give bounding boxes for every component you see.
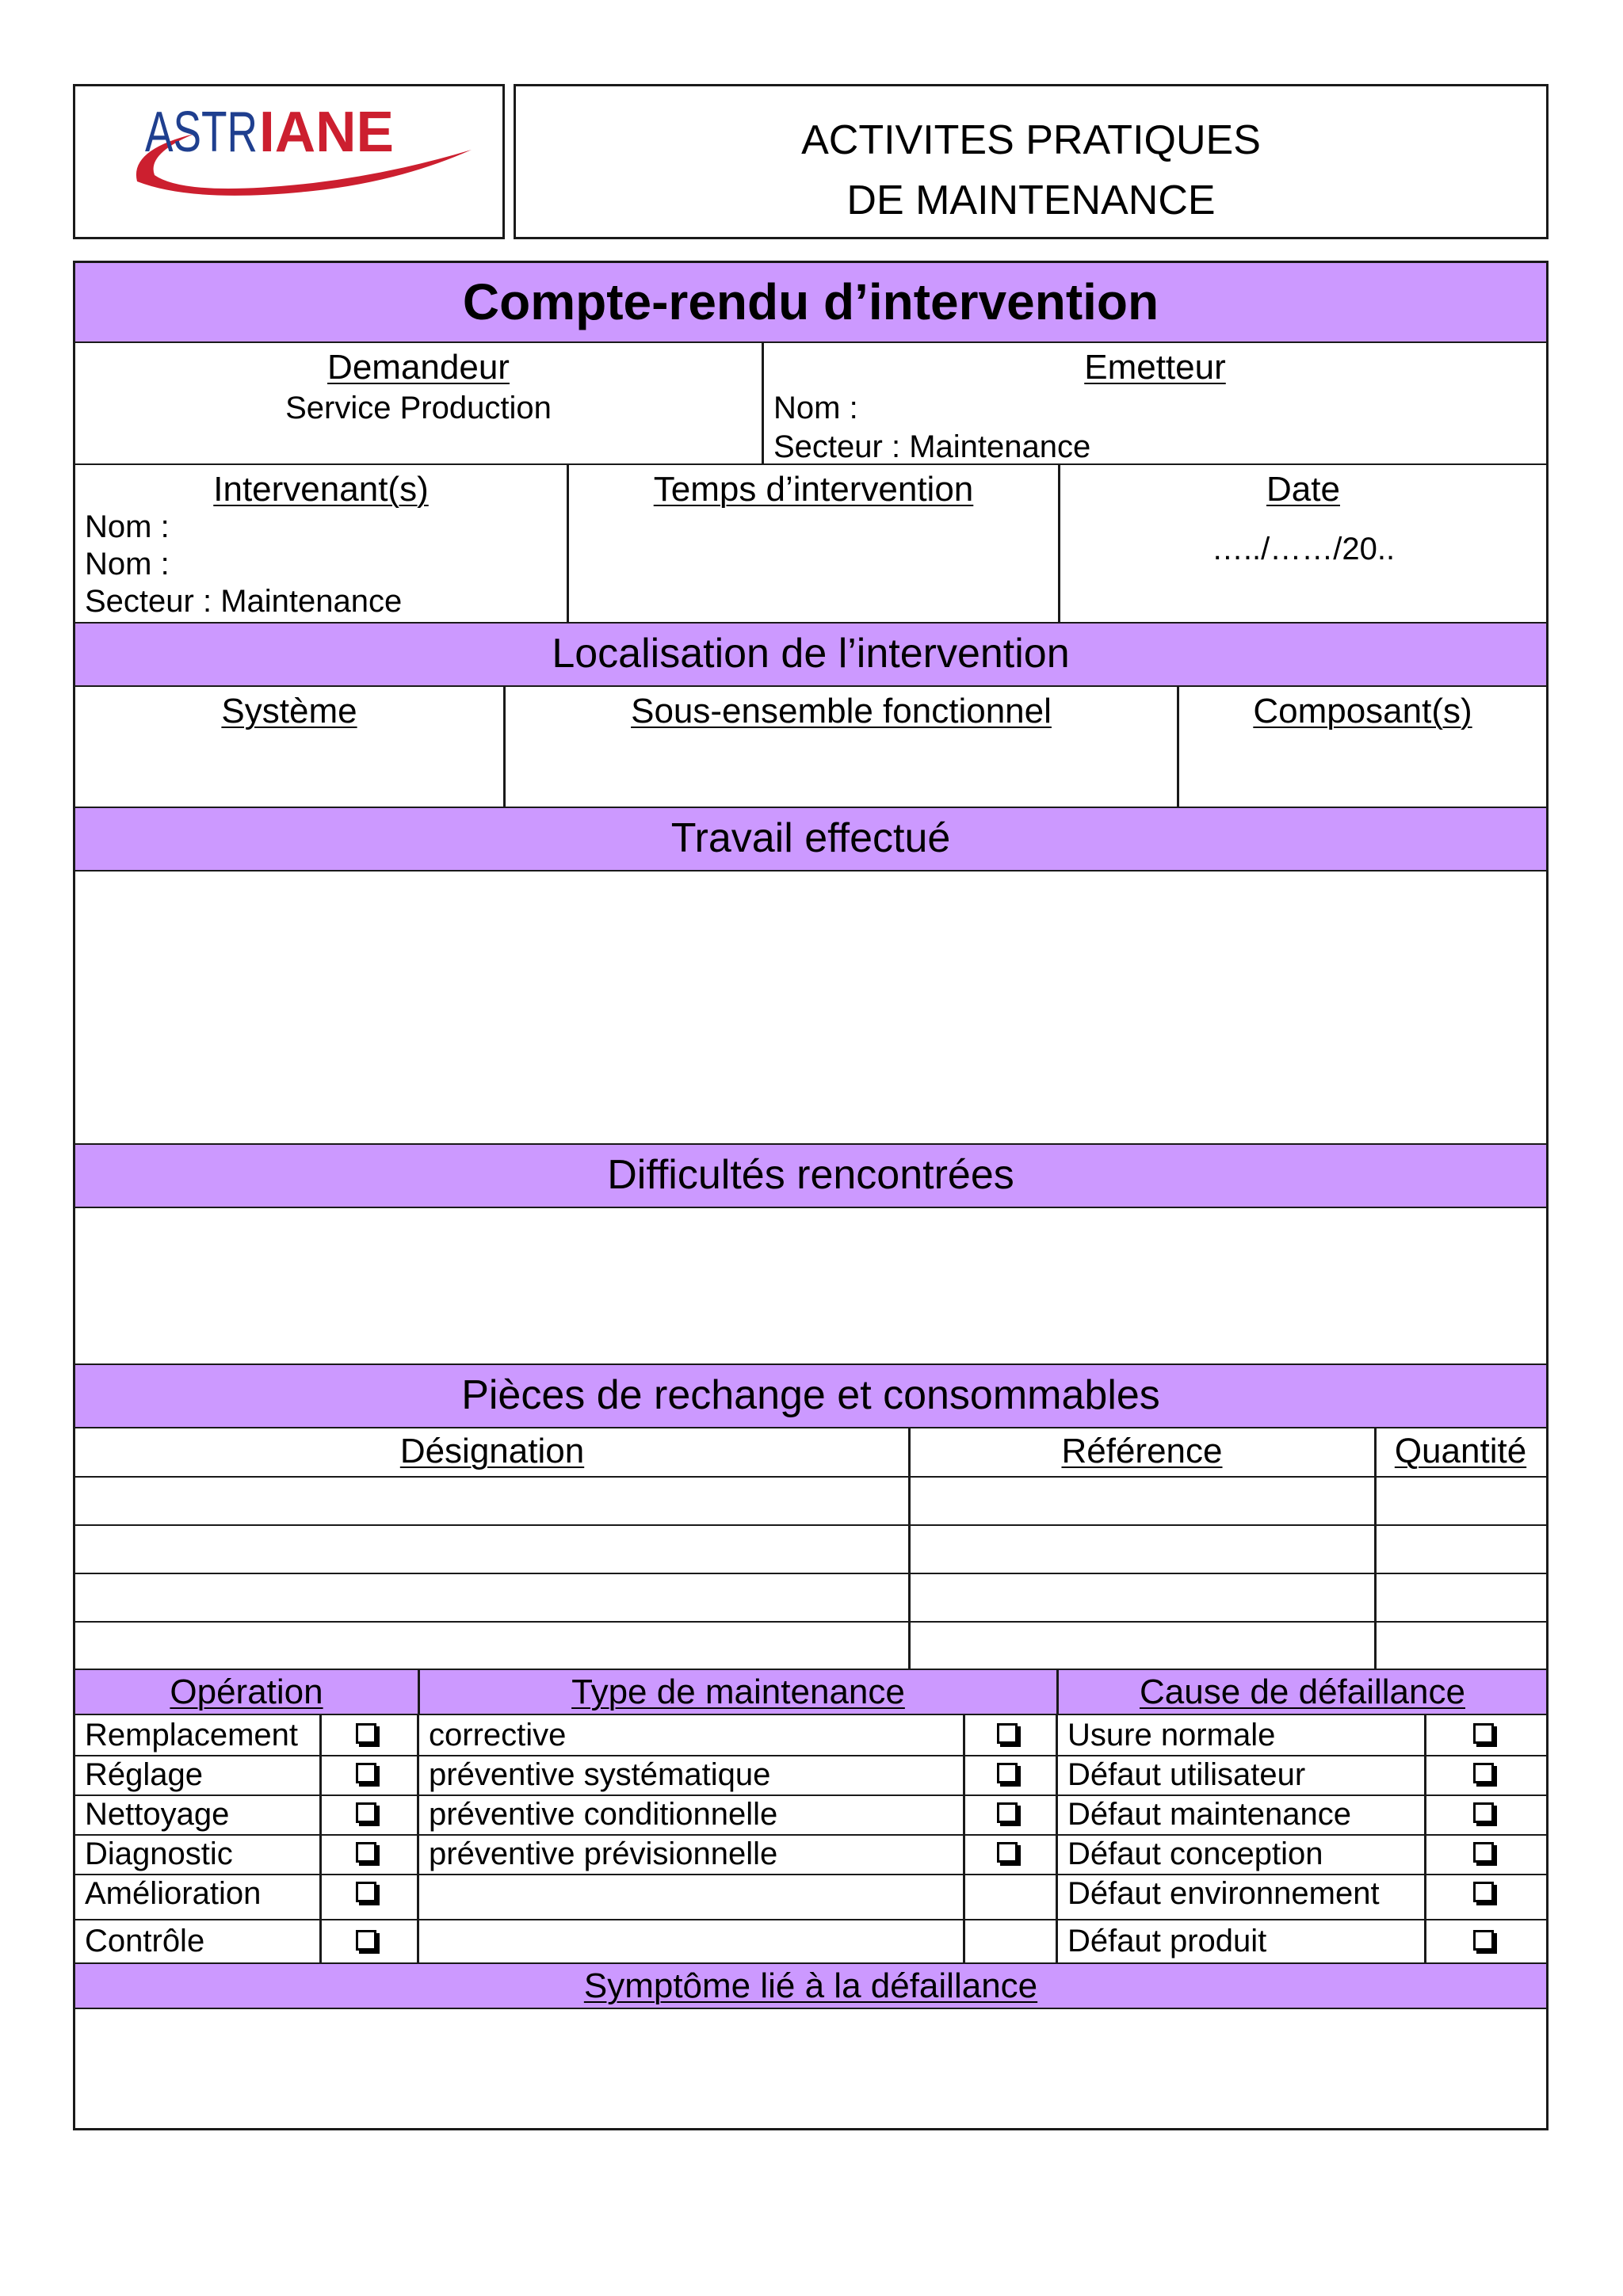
operation-item: Contrôle [85, 1924, 205, 1958]
localisation-title: Localisation de l’intervention [552, 631, 1070, 677]
demandeur-value: Service Production [285, 391, 552, 425]
type-label: Type de maintenance [571, 1672, 905, 1711]
demandeur-label: Demandeur [327, 348, 510, 387]
checkbox-preventive-conditionnelle[interactable] [997, 1802, 1018, 1823]
type-item: préventive conditionnelle [429, 1797, 778, 1832]
row-demandeur-emetteur [75, 341, 1546, 463]
emetteur-secteur[interactable]: Secteur : Maintenance [773, 429, 1091, 464]
checkbox-diagnostic[interactable] [356, 1842, 376, 1863]
col-quantite-header [1375, 1428, 1546, 1476]
operation-item: Nettoyage [85, 1797, 230, 1832]
ops-vline-b2 [417, 1940, 419, 1962]
checkbox-reglage[interactable] [356, 1763, 376, 1783]
date-value[interactable]: …../……/20.. [1211, 532, 1396, 566]
pieces-table [75, 1427, 1546, 1669]
checkbox-defaut-utilisateur[interactable] [1473, 1763, 1494, 1783]
row-intervenants [75, 463, 1546, 622]
checkbox-nettoyage[interactable] [356, 1802, 376, 1823]
emetteur-cell [762, 343, 1546, 463]
ops-row [75, 1715, 1546, 1755]
form-title: Compte-rendu d’intervention [462, 273, 1159, 330]
checkbox-defaut-environnement[interactable] [1473, 1882, 1494, 1902]
col-reference-label: Référence [1061, 1432, 1223, 1470]
checkbox-usure-normale[interactable] [1473, 1723, 1494, 1744]
row-localisation [75, 685, 1546, 807]
symptome-area[interactable] [75, 2008, 1546, 2128]
systeme-cell[interactable] [75, 687, 503, 807]
operation-item: Réglage [85, 1757, 204, 1792]
header-title-line2: DE MAINTENANCE [846, 177, 1216, 223]
operation-header [75, 1670, 418, 1714]
table-row[interactable] [75, 1621, 1546, 1669]
ops-vline-c2 [963, 1940, 965, 1962]
checkbox-remplacement[interactable] [356, 1723, 376, 1744]
ops-grid [75, 1714, 1546, 1942]
logo-box [73, 84, 505, 239]
col-quantite-label: Quantité [1394, 1432, 1527, 1470]
header-title-line1: ACTIVITES PRATIQUES [801, 117, 1261, 163]
ops-row [75, 1794, 1546, 1834]
form-frame [73, 261, 1549, 2130]
cause-item: Défaut utilisateur [1067, 1757, 1306, 1792]
intervenant-nom-1[interactable]: Nom : [85, 509, 170, 544]
cause-item: Défaut maintenance [1067, 1797, 1352, 1832]
checkbox-preventive-previsionnelle[interactable] [997, 1842, 1018, 1863]
ops-vline-a2 [319, 1940, 322, 1962]
pieces-bar [75, 1363, 1546, 1427]
operation-label: Opération [170, 1672, 323, 1711]
ops-header-bar [75, 1669, 1546, 1714]
astriane-logo [75, 86, 502, 237]
demandeur-cell [75, 343, 762, 463]
symptome-bar [75, 1962, 1546, 2008]
type-item: préventive prévisionnelle [429, 1836, 778, 1871]
intervenant-nom-2[interactable]: Nom : [85, 547, 170, 582]
intervenant-secteur[interactable]: Secteur : Maintenance [85, 584, 403, 619]
operation-item: Diagnostic [85, 1836, 233, 1871]
localisation-bar [75, 622, 1546, 685]
table-row[interactable] [75, 1476, 1546, 1524]
composants-cell[interactable] [1177, 687, 1546, 807]
ops-lower-vlines [75, 1940, 1546, 1962]
table-row[interactable] [75, 1573, 1546, 1621]
emetteur-nom[interactable]: Nom : [773, 391, 858, 425]
travail-area[interactable] [75, 870, 1546, 1143]
type-item: corrective [429, 1718, 567, 1753]
cause-label: Cause de défaillance [1140, 1672, 1465, 1711]
sous-ensemble-cell[interactable] [503, 687, 1177, 807]
sous-ensemble-label: Sous-ensemble fonctionnel [631, 692, 1052, 730]
ops-row [75, 1874, 1546, 1919]
ops-row [75, 1834, 1546, 1874]
travail-bar [75, 807, 1546, 870]
operation-item: Amélioration [85, 1876, 262, 1911]
temps-cell[interactable] [567, 465, 1058, 622]
header-title-box [514, 84, 1549, 239]
cause-item: Défaut conception [1067, 1836, 1323, 1871]
ops-row [75, 1755, 1546, 1794]
operation-item: Remplacement [85, 1718, 299, 1753]
checkbox-corrective[interactable] [997, 1723, 1018, 1744]
logo-text-astr: ASTR [145, 101, 258, 164]
emetteur-label: Emetteur [1084, 348, 1226, 387]
logo-text-iane: IANE [259, 101, 394, 164]
ops-vline-d2 [1056, 1940, 1058, 1962]
type-item: préventive systématique [429, 1757, 771, 1792]
difficultes-title: Difficultés rencontrées [607, 1152, 1014, 1198]
cause-item: Usure normale [1067, 1718, 1276, 1753]
composants-label: Composant(s) [1253, 692, 1472, 730]
ops-vline-e2 [1424, 1940, 1426, 1962]
date-cell[interactable] [1058, 465, 1546, 622]
difficultes-bar [75, 1143, 1546, 1207]
col-reference-header [909, 1428, 1375, 1476]
symptome-title: Symptôme lié à la défaillance [583, 1966, 1038, 2005]
type-header [418, 1670, 1056, 1714]
form-title-bar [75, 263, 1546, 341]
checkbox-defaut-maintenance[interactable] [1473, 1802, 1494, 1823]
checkbox-amelioration[interactable] [356, 1882, 376, 1902]
table-row[interactable] [75, 1524, 1546, 1573]
difficultes-area[interactable] [75, 1207, 1546, 1363]
cause-item: Défaut environnement [1067, 1876, 1380, 1911]
intervenants-cell [75, 465, 567, 622]
pieces-title: Pièces de rechange et consommables [461, 1372, 1160, 1418]
temps-label: Temps d’intervention [653, 470, 974, 509]
intervenants-label: Intervenant(s) [213, 470, 429, 509]
col-designation-label: Désignation [399, 1432, 585, 1470]
date-label: Date [1266, 470, 1340, 509]
systeme-label: Système [221, 692, 357, 730]
checkbox-preventive-systematique[interactable] [997, 1763, 1018, 1783]
travail-title: Travail effectué [670, 815, 951, 861]
checkbox-defaut-conception[interactable] [1473, 1842, 1494, 1863]
cause-item: Défaut produit [1067, 1924, 1267, 1958]
col-designation-header [75, 1428, 909, 1476]
cause-header [1056, 1670, 1546, 1714]
